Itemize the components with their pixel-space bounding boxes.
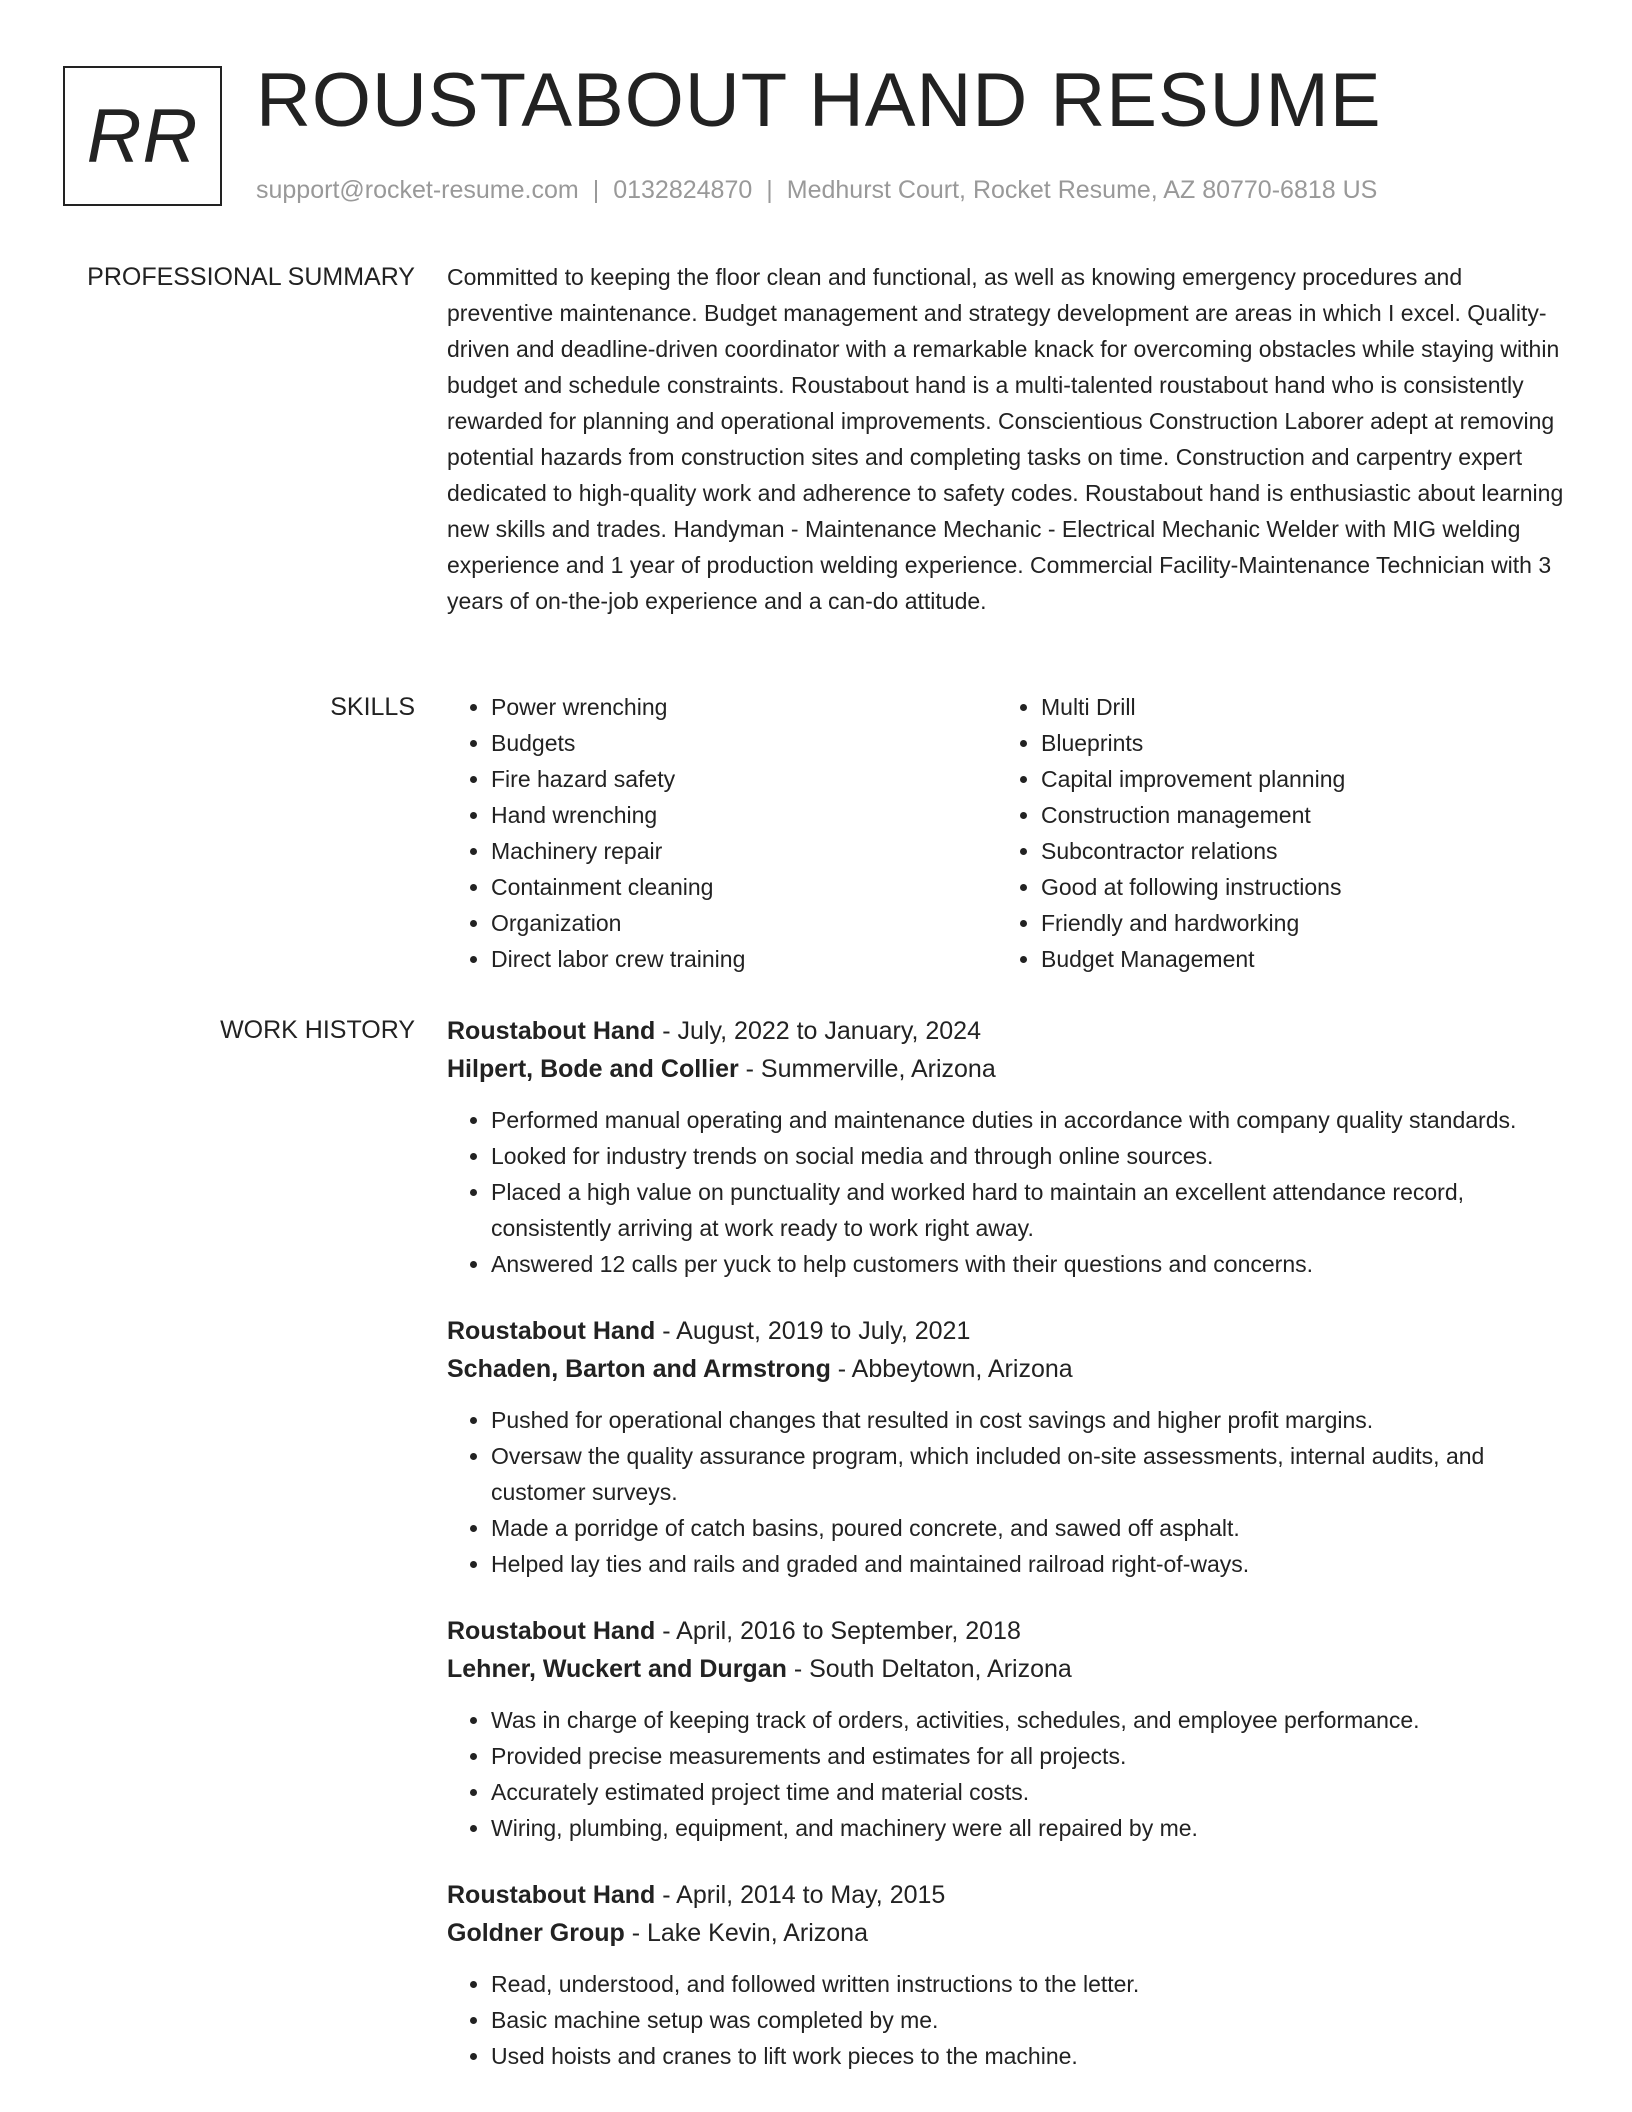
job-location: - South Deltaton, Arizona <box>786 1655 1072 1683</box>
skill-item: • Direct labor crew training <box>491 941 997 977</box>
job-company-line <box>447 1650 1567 1688</box>
job-location: - Abbeytown, Arizona <box>830 1355 1073 1383</box>
skill-item: • Multi Drill <box>1041 689 1547 725</box>
job-title-line <box>447 1612 1567 1650</box>
job-duty-item: • Made a porridge of catch basins, poured concrete, and sawed off asphalt. <box>491 1510 1567 1546</box>
job-dates: - April, 2016 to September, 2018 <box>655 1617 1021 1645</box>
job-entry <box>447 1876 1567 2074</box>
skill-item: • Friendly and hardworking <box>1041 905 1547 941</box>
job-duties-list <box>447 1102 1567 1282</box>
skill-item: • Budgets <box>491 725 997 761</box>
job-duties-list <box>447 1702 1567 1846</box>
skill-item: • Budget Management <box>1041 941 1547 977</box>
job-company: Lehner, Wuckert and Durgan <box>447 1655 787 1683</box>
job-title: Roustabout Hand <box>447 1881 656 1909</box>
job-duty-item: • Used hoists and cranes to lift work pieces to the machine. <box>491 2038 1567 2074</box>
job-company: Hilpert, Bode and Collier <box>447 1055 739 1083</box>
job-location: - Summerville, Arizona <box>738 1055 996 1083</box>
skills-column-left <box>447 689 997 977</box>
job-title: Roustabout Hand <box>447 1317 656 1345</box>
summary-text: Committed to keeping the floor clean and functional, as well as knowing emergency procedures and preventive maintenance. Budget management and strategy development are areas in which I excel. Quality-driven and deadline-driven coordinator with a remarkable knack for overcoming obstacles while staying within budget and schedule constraints. Roustabout hand is a multi-talented roustabout hand who is consistently rewarded for planning and operational improvements. Conscientious Construction Laborer adept at removing potential hazards from construction sites and completing tasks on time. Construction and carpentry expert dedicated to high-quality work and adherence to safety codes. Roustabout hand is enthusiastic about learning new skills and trades. Handyman - Maintenance Mechanic - Electrical Mechanic Welder with MIG welding experience and 1 year of production welding experience. Commercial Facility-Maintenance Technician with 3 years of on-the-job experience and a can-do attitude. <box>447 264 1564 614</box>
section-label-summary: PROFESSIONAL SUMMARY <box>87 263 415 291</box>
job-duty-item: • Oversaw the quality assurance program, which included on-site assessments, internal audits, and customer surveys. <box>491 1438 1567 1510</box>
job-duty-item: • Answered 12 calls per yuck to help customers with their questions and concerns. <box>491 1246 1567 1282</box>
job-dates: - April, 2014 to May, 2015 <box>655 1881 946 1909</box>
job-title: Roustabout Hand <box>447 1017 656 1045</box>
job-entry <box>447 1312 1567 1582</box>
job-duties-list <box>447 1966 1567 2074</box>
skill-item: • Organization <box>491 905 997 941</box>
job-company-line <box>447 1050 1567 1088</box>
job-entry <box>447 1012 1567 1282</box>
job-duty-item: • Wiring, plumbing, equipment, and machinery were all repaired by me. <box>491 1810 1567 1846</box>
skill-item: • Hand wrenching <box>491 797 997 833</box>
skill-item: • Fire hazard safety <box>491 761 997 797</box>
job-dates: - August, 2019 to July, 2021 <box>655 1317 971 1345</box>
skill-item: • Construction management <box>1041 797 1547 833</box>
contact-separator: | <box>766 176 773 204</box>
skills-list-right <box>997 689 1547 977</box>
job-duty-item: • Helped lay ties and rails and graded and maintained railroad right-of-ways. <box>491 1546 1567 1582</box>
job-company-line <box>447 1914 1567 1952</box>
job-duty-item: • Placed a high value on punctuality and worked hard to maintain an excellent attendance record, consistently arriving at work ready to work right away. <box>491 1174 1567 1246</box>
job-duty-item: • Accurately estimated project time and material costs. <box>491 1774 1567 1810</box>
contact-email: support@rocket-resume.com <box>256 176 579 204</box>
skill-item: • Good at following instructions <box>1041 869 1547 905</box>
section-label-skills: SKILLS <box>330 693 415 721</box>
job-title-line <box>447 1312 1567 1350</box>
job-title-line <box>447 1876 1567 1914</box>
skill-item: • Subcontractor relations <box>1041 833 1547 869</box>
job-title: Roustabout Hand <box>447 1617 656 1645</box>
summary-section <box>447 259 1567 619</box>
resume-title: ROUSTABOUT HAND RESUME <box>256 58 1382 143</box>
skills-list-left <box>447 689 997 977</box>
work-history-section <box>447 1012 1567 2104</box>
job-location: - Lake Kevin, Arizona <box>624 1919 868 1947</box>
skills-column-right <box>997 689 1547 977</box>
job-duty-item: • Basic machine setup was completed by me. <box>491 2002 1567 2038</box>
skill-item: • Capital improvement planning <box>1041 761 1547 797</box>
skills-section <box>447 689 1567 977</box>
job-company-line <box>447 1350 1567 1388</box>
job-duty-item: • Provided precise measurements and estimates for all projects. <box>491 1738 1567 1774</box>
job-company: Schaden, Barton and Armstrong <box>447 1355 831 1383</box>
skill-item: • Power wrenching <box>491 689 997 725</box>
job-dates: - July, 2022 to January, 2024 <box>655 1017 981 1045</box>
job-entry <box>447 1612 1567 1846</box>
job-duty-item: • Pushed for operational changes that resulted in cost savings and higher profit margins. <box>491 1402 1567 1438</box>
job-duty-item: • Looked for industry trends on social media and through online sources. <box>491 1138 1567 1174</box>
job-company: Goldner Group <box>447 1919 625 1947</box>
skill-item: • Blueprints <box>1041 725 1547 761</box>
job-duty-item: • Was in charge of keeping track of orders, activities, schedules, and employee performance. <box>491 1702 1567 1738</box>
skills-grid <box>447 689 1567 977</box>
skill-item: • Machinery repair <box>491 833 997 869</box>
job-duty-item: • Read, understood, and followed written instructions to the letter. <box>491 1966 1567 2002</box>
contact-separator: | <box>592 176 600 204</box>
contact-line <box>256 172 1377 208</box>
job-duties-list <box>447 1402 1567 1582</box>
skill-item: • Containment cleaning <box>491 869 997 905</box>
contact-address: Medhurst Court, Rocket Resume, AZ 80770-6818 US <box>786 176 1378 204</box>
job-duty-item: • Performed manual operating and maintenance duties in accordance with company quality standards. <box>491 1102 1567 1138</box>
contact-phone: 0132824870 <box>613 176 753 204</box>
monogram-logo: RR <box>63 66 222 206</box>
section-label-work-history: WORK HISTORY <box>220 1016 415 1044</box>
job-title-line <box>447 1012 1567 1050</box>
